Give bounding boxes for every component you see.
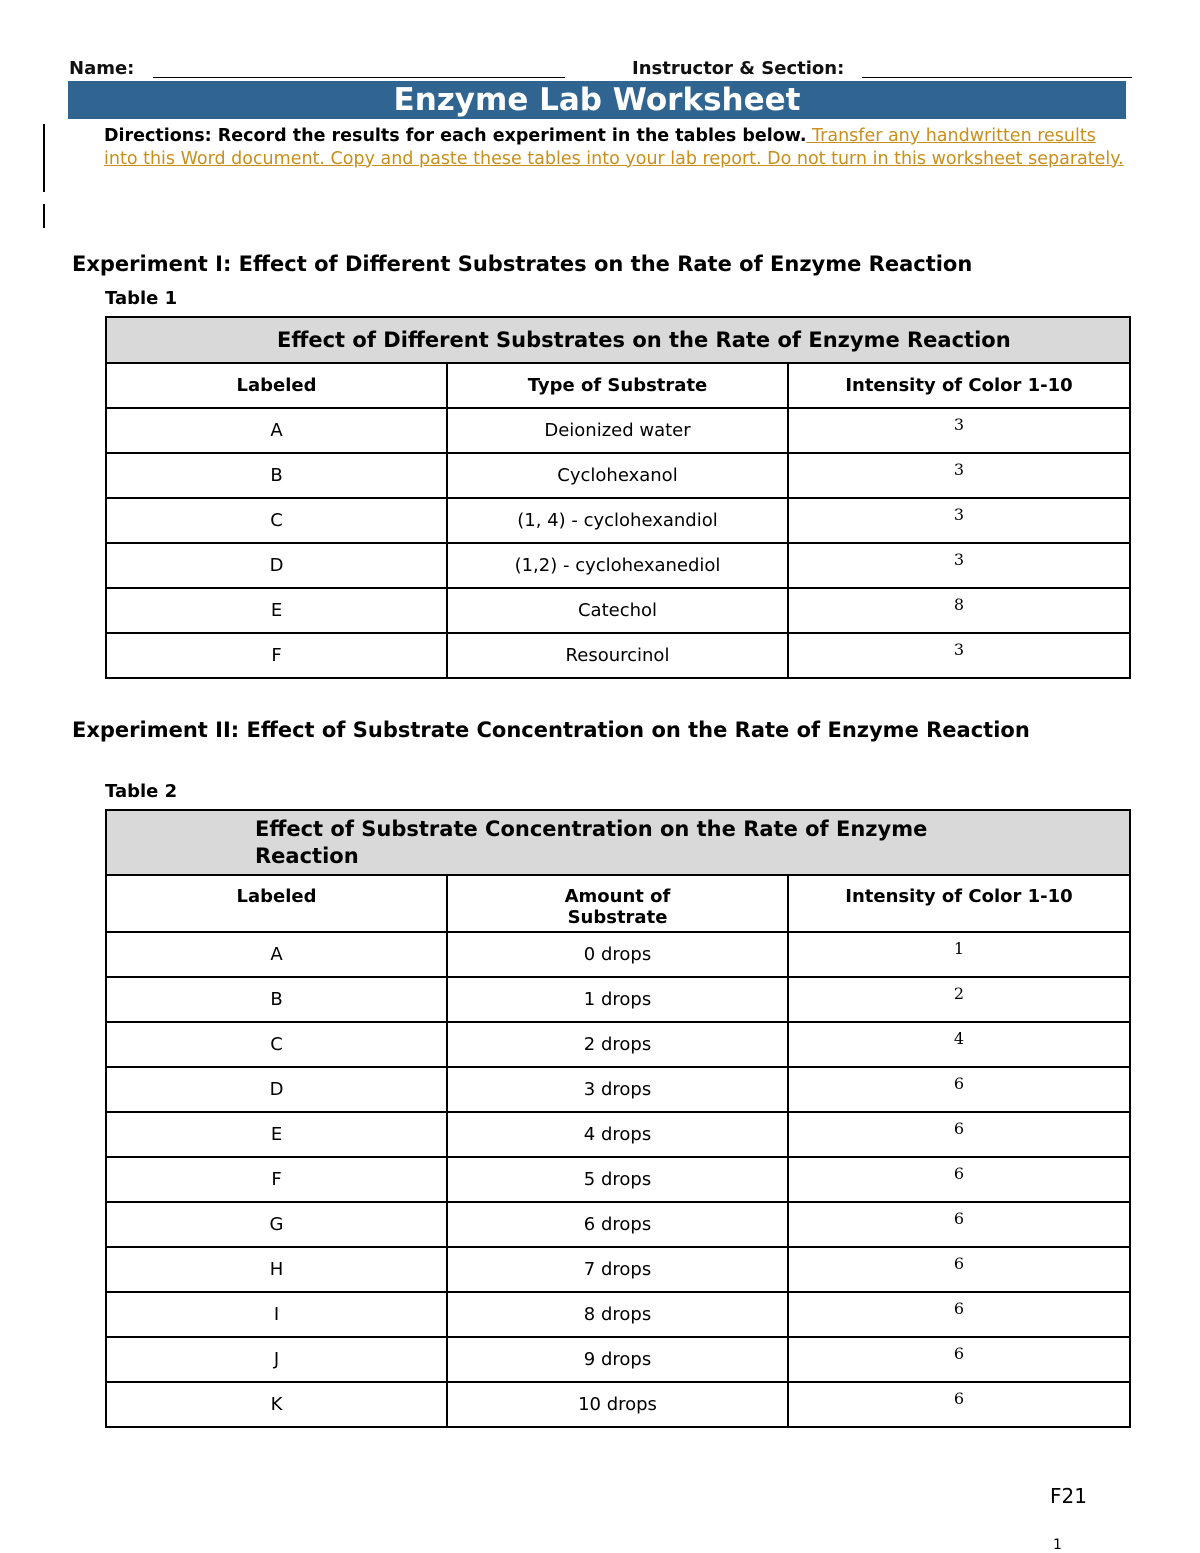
cell-substrate: 0 drops bbox=[447, 932, 788, 977]
table-row bbox=[106, 977, 1130, 1022]
table-row bbox=[106, 633, 1130, 678]
cell-label: F bbox=[106, 1157, 447, 1202]
cell-label: C bbox=[106, 1022, 447, 1067]
cell-substrate: 2 drops bbox=[447, 1022, 788, 1067]
cell-substrate: 8 drops bbox=[447, 1292, 788, 1337]
cell-substrate: 10 drops bbox=[447, 1382, 788, 1427]
cell-intensity[interactable]: 8 bbox=[788, 588, 1130, 633]
table-1-caption: Effect of Different Substrates on the Rate of Enzyme Reaction bbox=[106, 317, 1130, 363]
cell-label: E bbox=[106, 588, 447, 633]
worksheet-title: Enzyme Lab Worksheet bbox=[68, 81, 1126, 119]
directions bbox=[104, 125, 1134, 170]
page-number: 1 bbox=[1053, 1537, 1062, 1553]
table-row bbox=[106, 543, 1130, 588]
cell-intensity[interactable]: 3 bbox=[788, 408, 1130, 453]
cell-label: E bbox=[106, 1112, 447, 1157]
cell-label: H bbox=[106, 1247, 447, 1292]
cell-substrate: 4 drops bbox=[447, 1112, 788, 1157]
table-row bbox=[106, 1157, 1130, 1202]
column-header-intensity: Intensity of Color 1-10 bbox=[788, 363, 1130, 408]
cell-intensity[interactable]: 6 bbox=[788, 1112, 1130, 1157]
cell-intensity[interactable]: 1 bbox=[788, 932, 1130, 977]
table-row bbox=[106, 408, 1130, 453]
cell-intensity[interactable]: 3 bbox=[788, 453, 1130, 498]
table-row bbox=[106, 1337, 1130, 1382]
table-row bbox=[106, 1382, 1130, 1427]
cell-substrate: 1 drops bbox=[447, 977, 788, 1022]
cell-substrate: Cyclohexanol bbox=[447, 453, 788, 498]
name-label: Name: bbox=[69, 58, 135, 79]
cell-intensity[interactable]: 4 bbox=[788, 1022, 1130, 1067]
instructor-blank[interactable] bbox=[862, 77, 1132, 78]
column-header-amount: Amount of Substrate bbox=[447, 875, 788, 932]
cell-label: A bbox=[106, 932, 447, 977]
table-row bbox=[106, 932, 1130, 977]
name-blank[interactable] bbox=[153, 77, 565, 78]
cell-intensity[interactable]: 6 bbox=[788, 1382, 1130, 1427]
cell-label: F bbox=[106, 633, 447, 678]
cell-substrate: Resourcinol bbox=[447, 633, 788, 678]
cell-intensity[interactable]: 6 bbox=[788, 1067, 1130, 1112]
name-field bbox=[69, 58, 134, 79]
revision-bar bbox=[43, 204, 45, 228]
table-2 bbox=[105, 809, 1131, 1428]
table-row bbox=[106, 1022, 1130, 1067]
footer-code: F21 bbox=[1050, 1484, 1087, 1508]
column-header-substrate: Type of Substrate bbox=[447, 363, 788, 408]
experiment-2-heading: Experiment II: Effect of Substrate Concentration on the Rate of Enzyme Reaction bbox=[72, 718, 1030, 742]
cell-substrate: 6 drops bbox=[447, 1202, 788, 1247]
cell-substrate: (1, 4) - cyclohexandiol bbox=[447, 498, 788, 543]
directions-lead: Directions: Record the results for each experiment in the tables below. bbox=[104, 126, 807, 146]
cell-label: K bbox=[106, 1382, 447, 1427]
cell-intensity[interactable]: 3 bbox=[788, 498, 1130, 543]
column-header-intensity: Intensity of Color 1-10 bbox=[788, 875, 1130, 932]
table-row bbox=[106, 1067, 1130, 1112]
cell-label: A bbox=[106, 408, 447, 453]
table-2-label: Table 2 bbox=[105, 781, 178, 802]
table-row bbox=[106, 1247, 1130, 1292]
cell-intensity[interactable]: 6 bbox=[788, 1157, 1130, 1202]
experiment-1-heading: Experiment I: Effect of Different Substrates on the Rate of Enzyme Reaction bbox=[72, 252, 973, 276]
cell-substrate: 7 drops bbox=[447, 1247, 788, 1292]
instructor-label: Instructor & Section: bbox=[632, 58, 845, 79]
table-row bbox=[106, 498, 1130, 543]
cell-label: B bbox=[106, 977, 447, 1022]
cell-label: I bbox=[106, 1292, 447, 1337]
table-2-caption: Effect of Substrate Concentration on the Rate of Enzyme Reaction bbox=[106, 810, 1130, 875]
cell-intensity[interactable]: 3 bbox=[788, 543, 1130, 588]
table-row bbox=[106, 1112, 1130, 1157]
table-row bbox=[106, 1202, 1130, 1247]
table-row bbox=[106, 453, 1130, 498]
cell-label: C bbox=[106, 498, 447, 543]
cell-intensity[interactable]: 6 bbox=[788, 1202, 1130, 1247]
column-header-labeled: Labeled bbox=[106, 363, 447, 408]
cell-label: J bbox=[106, 1337, 447, 1382]
cell-intensity[interactable]: 6 bbox=[788, 1292, 1130, 1337]
table-row bbox=[106, 1292, 1130, 1337]
cell-intensity[interactable]: 3 bbox=[788, 633, 1130, 678]
column-header-labeled: Labeled bbox=[106, 875, 447, 932]
table-row bbox=[106, 588, 1130, 633]
directions-note: Transfer any handwritten results into this Word document. Copy and paste these tables into your lab report. Do not turn in this worksheet separately. bbox=[104, 126, 1124, 169]
table-1 bbox=[105, 316, 1131, 679]
cell-label: D bbox=[106, 1067, 447, 1112]
cell-substrate: Deionized water bbox=[447, 408, 788, 453]
cell-label: G bbox=[106, 1202, 447, 1247]
revision-bar bbox=[43, 124, 45, 192]
cell-substrate: 3 drops bbox=[447, 1067, 788, 1112]
cell-substrate: Catechol bbox=[447, 588, 788, 633]
cell-intensity[interactable]: 6 bbox=[788, 1247, 1130, 1292]
instructor-field bbox=[632, 58, 844, 79]
cell-substrate: 5 drops bbox=[447, 1157, 788, 1202]
cell-intensity[interactable]: 6 bbox=[788, 1337, 1130, 1382]
cell-label: D bbox=[106, 543, 447, 588]
cell-intensity[interactable]: 2 bbox=[788, 977, 1130, 1022]
cell-label: B bbox=[106, 453, 447, 498]
cell-substrate: (1,2) - cyclohexanediol bbox=[447, 543, 788, 588]
table-1-label: Table 1 bbox=[105, 288, 178, 309]
cell-substrate: 9 drops bbox=[447, 1337, 788, 1382]
